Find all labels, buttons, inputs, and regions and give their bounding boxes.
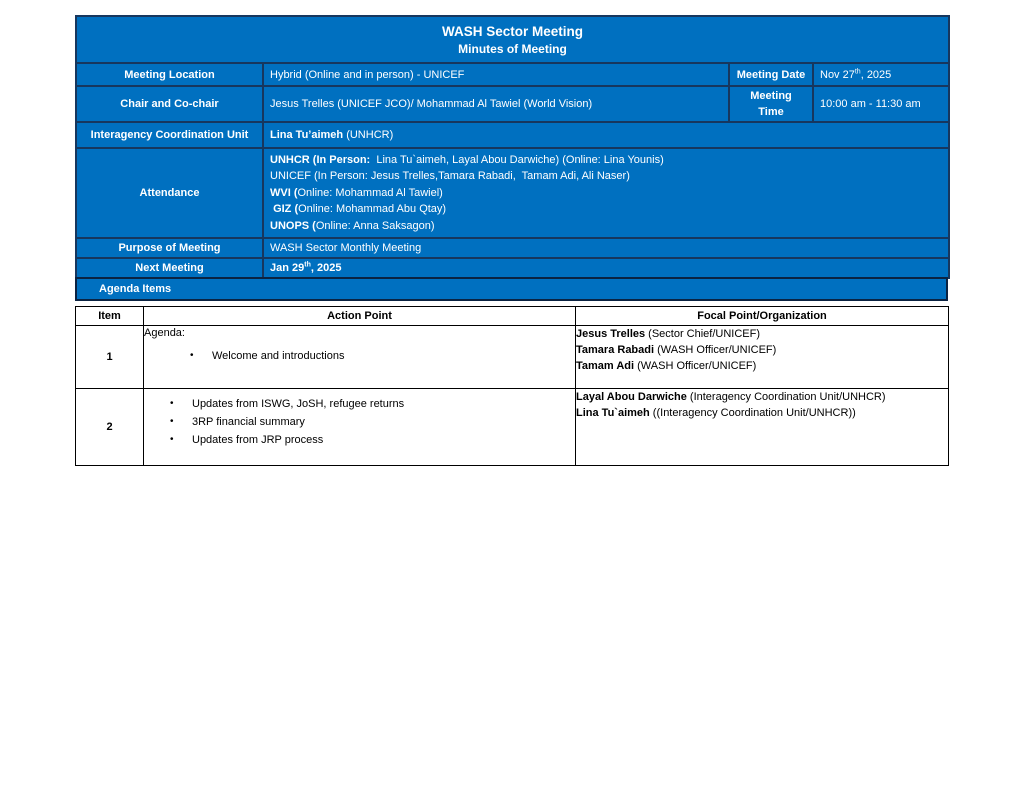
purpose-row: [76, 238, 949, 258]
agenda-items-header-bar: [75, 277, 948, 301]
meeting-location-value: Hybrid (Online and in person) - UNICEF: [263, 63, 729, 86]
meeting-location-label: Meeting Location: [76, 63, 263, 86]
agenda-row-1: [76, 326, 949, 389]
meeting-location-row: [76, 63, 949, 86]
purpose-label: Purpose of Meeting: [76, 238, 263, 258]
title-cell: [76, 16, 949, 63]
meeting-date-label: Meeting Date: [729, 63, 813, 86]
agenda-item-number: 1: [76, 326, 144, 389]
agenda-action-point: [144, 326, 576, 389]
action-intro-text: Agenda:: [144, 327, 185, 339]
meeting-title: WASH Sector Meeting: [442, 23, 584, 39]
interagency-value: Lina Tu’aimeh (UNHCR): [263, 122, 949, 148]
column-header-focal-point: Focal Point/Organization: [576, 307, 949, 326]
meeting-time-label: Meeting Time: [729, 86, 813, 122]
agenda-items-table: [75, 306, 949, 466]
action-bullet-list: • Updates from ISWG, JoSH, refugee returns • 3RP financial summary • Updates from JRP process: [170, 395, 575, 449]
chair-value: Jesus Trelles (UNICEF JCO)/ Mohammad Al Tawiel (World Vision): [263, 86, 729, 122]
next-meeting-row: [76, 258, 949, 278]
action-bullet-list: • Welcome and introductions: [190, 347, 575, 365]
meeting-date-value: Nov 27th, 2025: [813, 63, 949, 86]
meeting-info-table: [75, 15, 950, 279]
next-meeting-value: Jan 29th, 2025: [263, 258, 949, 278]
agenda-row-2: [76, 389, 949, 466]
bullet-icon: •: [170, 434, 174, 445]
interagency-label: Interagency Coordination Unit: [76, 122, 263, 148]
column-header-item: Item: [76, 307, 144, 326]
title-row: [76, 16, 949, 63]
column-header-action-point: Action Point: [144, 307, 576, 326]
agenda-header-row: [76, 307, 949, 326]
attendance-row: [76, 148, 949, 238]
chair-row: [76, 86, 949, 122]
agenda-items-title: Agenda Items: [99, 283, 172, 295]
interagency-row: [76, 122, 949, 148]
purpose-value: WASH Sector Monthly Meeting: [263, 238, 949, 258]
agenda-item-number: 2: [76, 389, 144, 466]
agenda-focal-point: Jesus Trelles (Sector Chief/UNICEF) Tamara Rabadi (WASH Officer/UNICEF) Tamam Adi (WASH Officer/UNICEF): [576, 326, 949, 389]
meeting-time-value: 10:00 am - 11:30 am: [813, 86, 949, 122]
bullet-icon: •: [190, 350, 194, 361]
attendance-value: UNHCR (In Person: Lina Tu`aimeh, Layal Abou Darwiche) (Online: Lina Younis) UNICEF (In Person: Jesus Trelles,Tamara Rabadi, Tamam Adi, Ali Naser) WVI (Online: Mohammad Al Tawiel) GIZ (Online: Mohammad Abu Qtay) UNOPS (Online: Anna Saksagon): [263, 148, 949, 238]
agenda-section: [75, 277, 948, 466]
agenda-action-point: [144, 389, 576, 466]
agenda-focal-point: Layal Abou Darwiche (Interagency Coordination Unit/UNHCR) Lina Tu`aimeh ((Interagency Coordination Unit/UNHCR)): [576, 389, 949, 466]
attendance-label: Attendance: [76, 148, 263, 238]
chair-label: Chair and Co-chair: [76, 86, 263, 122]
bullet-icon: •: [170, 398, 174, 409]
next-meeting-label: Next Meeting: [76, 258, 263, 278]
bullet-icon: •: [170, 416, 174, 427]
meeting-subtitle: Minutes of Meeting: [458, 41, 567, 56]
